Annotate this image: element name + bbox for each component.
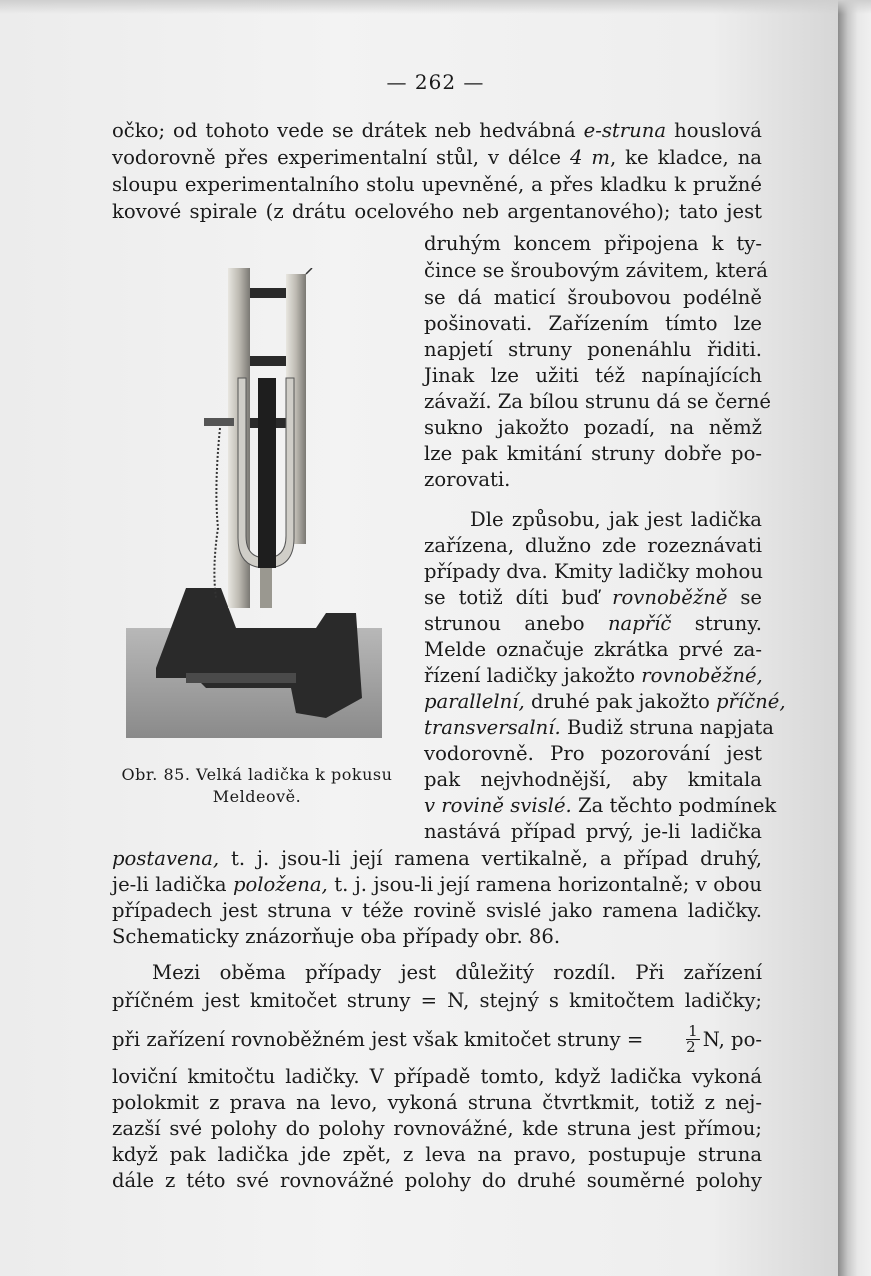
- wire-spiral: [214, 428, 220, 598]
- text-line: druhým koncem připojena k ty-: [424, 232, 762, 255]
- crossbar-middle: [250, 356, 286, 366]
- crossbar-top: [250, 288, 286, 298]
- string-end: [306, 268, 312, 274]
- text-line: sukno jakožto pozadí, na němž: [424, 416, 762, 439]
- text-line: v rovině svislé. Za těchto podmínek: [424, 794, 777, 817]
- text-line: transversalní. Budiž struna napjata: [424, 716, 774, 739]
- fraction-numerator: 1: [688, 1022, 698, 1040]
- stand-rail: [186, 673, 296, 683]
- text-line: se dá maticí šroubovou podélně: [424, 286, 762, 309]
- text-line: příčném jest kmitočet struny = N, stejný s kmitočtem ladičky;: [112, 989, 762, 1012]
- caption-line-2: Meldeově.: [212, 787, 302, 806]
- text-line: vodorovně. Pro pozorování jest: [424, 742, 762, 765]
- figure-caption: [112, 764, 402, 808]
- electromagnet: [258, 378, 276, 568]
- text-line: Melde označuje zkrátka prvé za-: [424, 638, 762, 661]
- text-line: řízení ladičky jakožto rovnoběžné,: [424, 664, 763, 687]
- fraction-line-after: N, po-: [702, 1027, 762, 1051]
- text-line: dále z této své rovnovážné polohy do druhé souměrné polohy: [112, 1169, 762, 1192]
- text-line: Mezi oběma případy jest důležitý rozdíl. Při zařízení: [152, 961, 762, 984]
- text-line: vodorovně přes experimentalní stůl, v délce 4 m, ke kladce, na: [112, 146, 762, 169]
- text-line: kovové spirale (z drátu ocelového neb argentanového); tato jest: [112, 200, 762, 223]
- tuning-fork-stem: [260, 563, 272, 608]
- text-line: pak nejvhodnější, aby kmitala: [424, 768, 762, 791]
- text-line: případy dva. Kmity ladičky mohou: [424, 560, 763, 583]
- text-line: závaží. Za bílou strunu dá se černé: [424, 390, 771, 413]
- page-top-shadow: [0, 0, 871, 14]
- text-line: nastává případ prvý, je-li ladička: [424, 820, 762, 843]
- page-number: — 262 —: [386, 70, 485, 94]
- tuning-fork-figure: [126, 268, 382, 738]
- fraction-line-before: při zařízení rovnoběžném jest však kmitočet struny =: [112, 1027, 644, 1051]
- text-line: strunou anebo napříč struny.: [424, 612, 762, 635]
- text-line: polokmit z prava na levo, vykoná struna čtvrtkmit, totiž z nej-: [112, 1091, 762, 1114]
- text-line: lze pak kmitání struny dobře po-: [424, 442, 762, 465]
- adjusting-screw: [204, 418, 234, 426]
- text-line: zorovati.: [424, 468, 511, 491]
- text-line: zařízena, dlužno zde rozeznávati: [424, 534, 762, 557]
- fraction-line: [112, 1024, 762, 1055]
- page-edge-shadow: [838, 0, 871, 1276]
- fraction-denominator: 2: [686, 1038, 696, 1056]
- fraction: [686, 1024, 700, 1055]
- text-line: když pak ladička jde zpět, z leva na pravo, postupuje struna: [112, 1143, 762, 1166]
- text-line: napjetí struny ponenáhlu řiditi.: [424, 338, 762, 361]
- text-line: případech jest struna v téže rovině svislé jako ramena ladičky.: [112, 899, 762, 922]
- text-line: sloupu experimentalního stolu upevněné, a přes kladku k pružné: [112, 173, 762, 196]
- text-line: loviční kmitočtu ladičky. V případě tomto, když ladička vykoná: [112, 1065, 762, 1088]
- text-line: postavena, t. j. jsou-li její ramena vertikalně, a případ druhý,: [112, 847, 762, 870]
- text-line: pošinovati. Zařízením tímto lze: [424, 312, 762, 335]
- text-line: Schematicky znázorňuje oba případy obr. 86.: [112, 925, 561, 948]
- text-line: Jinak lze užiti též napínajících: [424, 364, 762, 387]
- text-line: očko; od tohoto vede se drátek neb hedvábná e-struna houslová: [112, 119, 762, 142]
- caption-line-1: Obr. 85. Velká ladička k pokusu: [121, 765, 393, 784]
- text-line: se totiž díti buď rovnoběžně se: [424, 586, 762, 609]
- text-line: čince se šroubovým závitem, která: [424, 259, 768, 282]
- text-line: Dle způsobu, jak jest ladička: [470, 508, 762, 531]
- text-line: parallelní, druhé pak jakožto příčné,: [424, 690, 786, 713]
- text-line: zazší své polohy do polohy rovnovážné, kde struna jest přímou;: [112, 1117, 762, 1140]
- text-line: je-li ladička položena, t. j. jsou-li její ramena horizontalně; v obou: [112, 873, 762, 896]
